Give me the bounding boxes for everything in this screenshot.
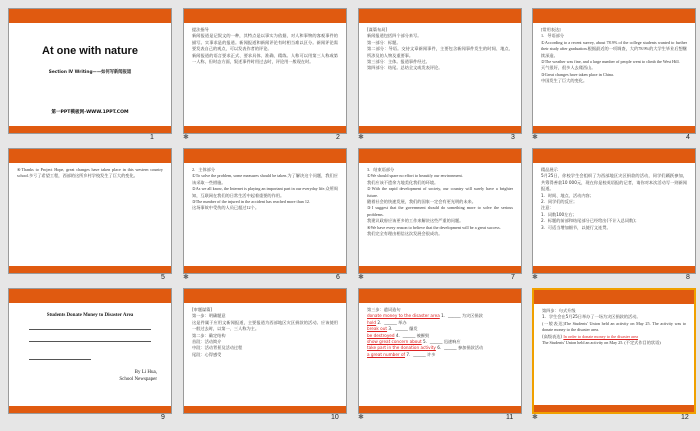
slide-text-line: 新闻报道的语言要求正式、要求具体、准确、精练。人称可以用第三人称或第一人称，但时态方面，叙述事件时用过去时，评论用一般现在时。 xyxy=(192,52,338,65)
slide-text-line: 第四步：句式升级 xyxy=(542,308,576,313)
slide-text-line: 2．标题的前部和结尾部分已经给出(不计入总词数)； xyxy=(541,218,640,224)
slide-footer-bar xyxy=(533,126,695,133)
slide-text-line: 2．主体部分 xyxy=(192,167,216,172)
slide-number: 2 xyxy=(336,134,340,141)
slide-text-line: ①According to a recent survey, about 78.9% of the college students wanted to further their study after graduation.根据最近的一项调查，大约78.9%的大学生毕业后想继续深造。 xyxy=(541,39,687,58)
slide-text-line: 1．词数100左右； xyxy=(541,211,577,217)
slide-text-line: 3．结束语部分 xyxy=(367,167,395,172)
slide-text-line: 6．______ 参加捐款活动 xyxy=(437,345,484,351)
slide-header-bar xyxy=(9,9,171,23)
slide-footer-bar xyxy=(9,406,171,413)
slide-text-line: [审题谋篇] xyxy=(192,307,213,312)
slide-header-bar xyxy=(184,289,346,303)
slide-header-bar xyxy=(184,9,346,23)
slide-title: At one with nature xyxy=(42,45,138,57)
slide-body xyxy=(17,167,163,263)
answer-text: show great concern about xyxy=(367,339,422,345)
byline xyxy=(119,369,157,383)
slide-text-line: 新闻报道包括四个部分来写。 xyxy=(367,33,422,39)
answer-text: In order to donate money to the disaster area xyxy=(563,333,639,339)
animation-star-icon: ✱ xyxy=(532,413,538,421)
byline-organization: School Newspaper xyxy=(119,377,157,382)
slide-text-line: 7．______ 许多 xyxy=(406,351,436,357)
slide-number: 7 xyxy=(511,274,515,281)
slide-text-line: ④We have every reason to believe that the development will be a great success. xyxy=(367,224,501,230)
slide-text-line: 3．______ 爆发 xyxy=(388,326,418,332)
slide-footer: 第一PPT模板网-WWW.1PPT.COM xyxy=(51,110,129,115)
slide-text-line: [谋篇布局] xyxy=(367,27,388,32)
slide-body xyxy=(192,307,338,403)
slide-text-line: 1．时间、地点、活动内容； xyxy=(541,192,594,198)
slide-text-line: 2．同学们的反应； xyxy=(541,199,578,205)
slide-footer-bar xyxy=(184,406,346,413)
slide-text-line: 第二步：确定结构 xyxy=(192,332,226,338)
slide-header-bar xyxy=(533,149,695,163)
slide-footer-bar xyxy=(9,126,171,133)
slide-header-bar xyxy=(359,149,521,163)
slide-text-line: 第一部分：标题。 xyxy=(367,39,401,45)
slide-text-line: 2．______ 举办 xyxy=(377,319,407,325)
news-headline: Students Donate Money to Disaster Area xyxy=(46,313,134,318)
slide-body xyxy=(367,307,513,403)
slide-text-line: 1．学生会在5月25日举办了一场为灾区捐款的活动。 xyxy=(542,314,641,320)
slide-text-line: (高级表达) xyxy=(542,333,563,339)
slide-header-bar xyxy=(9,149,171,163)
slide-number: 1 xyxy=(150,134,154,141)
slide-thumbnail-10[interactable] xyxy=(183,288,347,414)
slide-body xyxy=(367,167,513,263)
slide-thumbnail-1[interactable] xyxy=(8,8,172,134)
slide-body xyxy=(541,167,687,263)
slide-text-line: 第一步：明确题意 xyxy=(192,313,226,319)
slide-text-line: 精品展示 xyxy=(541,167,558,172)
slide-text-line: 我建议政府应该更多的工作来解决这些严重的问题。 xyxy=(367,218,464,224)
slide-footer-bar xyxy=(359,406,521,413)
slide-header-bar xyxy=(534,290,694,304)
slide-subtitle: Section Ⅳ Writing——如何写新闻报道 xyxy=(48,70,132,75)
slide-text-line: 注意： xyxy=(541,205,554,211)
slide-text-line: 提法指导 xyxy=(192,27,209,32)
slide-text-line: ①To solve the problem, some measures should be taken.为了解决这个问题，我们应该采取一些措施。 xyxy=(192,173,338,185)
slide-text-line: 5月25日，你校学生会组织了为西部地区灾区捐款的活动，同学们踊跃参加，共筹得善款10 000元，现在你是校英语报的记者，请你对本次活动写一则新闻报道。 xyxy=(541,173,687,192)
slide-number: 6 xyxy=(336,274,340,281)
answer-text: be destroyed xyxy=(367,332,395,338)
slide-text-line: 这是件属于应用文新闻报道，主要报道为西部地区灾区捐款的活动。应该使用一般过去时，以第一、三人称为主。 xyxy=(192,319,338,332)
slide-body xyxy=(541,27,687,123)
answer-text: a great number of xyxy=(367,351,406,357)
slide-footer-bar xyxy=(534,405,694,412)
slide-text-line: 首段：活动简介 xyxy=(192,339,222,345)
animation-star-icon: ✱ xyxy=(358,133,364,141)
slide-footer-bar xyxy=(359,266,521,273)
slide-text-line: 我们应该不遗余力地美化我们的环境。 xyxy=(367,179,439,185)
slide-text-line: 中国发生了巨大的变化。 xyxy=(541,78,588,84)
slide-header-bar xyxy=(359,289,521,303)
slide-thumbnail-8[interactable] xyxy=(532,148,696,274)
slide-number: 3 xyxy=(511,134,515,141)
slide-thumbnail-11[interactable] xyxy=(358,288,522,414)
animation-star-icon: ✱ xyxy=(183,273,189,281)
slide-thumbnail-9[interactable] xyxy=(8,288,172,414)
slide-text-line xyxy=(367,352,513,358)
slide-text-line: 我们完全有理由相信这次发展会很成功。 xyxy=(367,231,443,237)
slide-text-line: 1．______ 为灾区捐款 xyxy=(441,313,483,319)
slide-thumbnail-7[interactable] xyxy=(358,148,522,274)
slide-number: 11 xyxy=(506,414,514,421)
slide-text-line: ④Thanks to Project Hope, great changes have taken place in this western country school.多亏了希望工程，西部的这所乡村学校发生了巨大的变化。 xyxy=(17,167,163,179)
animation-star-icon: ✱ xyxy=(358,413,364,421)
slide-text-line: 第三步：遣词造句 xyxy=(367,307,401,312)
slide-body xyxy=(192,27,338,123)
slide-number: 9 xyxy=(161,414,165,421)
slide-number: 12 xyxy=(681,414,689,421)
slide-footer-bar xyxy=(9,266,171,273)
slide-text-line: 随着社会的快速发展，我们的国家一定会有更光明的未来。 xyxy=(367,199,476,205)
slide-text-line: ②With the rapid development of society, our country will surely have a brighter future. xyxy=(367,186,513,198)
blank-line xyxy=(29,329,151,330)
slide-text-line: (一般表达)The Students' Union held an activity on May 25. The activity was to donate money to the disaster area. xyxy=(542,320,686,333)
slide-thumbnail-3[interactable] xyxy=(358,8,522,134)
animation-star-icon: ✱ xyxy=(532,273,538,281)
blank-line xyxy=(29,341,151,342)
slide-text-line: 4．______ 被摧毁 xyxy=(395,332,430,338)
slide-text-line: ②As we all know, the Internet is playing an important part in our everyday life.众所周知，互联网在我们的日常生活中起着重要的作用。 xyxy=(192,186,338,198)
slide-number: 4 xyxy=(686,134,690,141)
slide-header-bar xyxy=(533,9,695,23)
animation-star-icon: ✱ xyxy=(183,133,189,141)
slide-text-line: ③Great changes have taken place in China. xyxy=(541,71,614,77)
slide-text-line: ①We should spare no effort to beautify our environment. xyxy=(367,173,463,179)
slide-body xyxy=(192,167,338,263)
answer-text: hold xyxy=(367,319,377,325)
slide-thumbnail-2[interactable] xyxy=(183,8,347,134)
slide-footer-bar xyxy=(359,126,521,133)
animation-star-icon: ✱ xyxy=(532,133,538,141)
slide-text-line: 尾段：心得感受 xyxy=(192,351,222,357)
slide-body xyxy=(542,308,686,402)
slide-body xyxy=(367,27,513,123)
slide-text-line: [常用表达] xyxy=(541,27,561,32)
slide-text-line: 天气很好，很多人去爬西山。 xyxy=(541,65,596,71)
slide-number: 5 xyxy=(161,274,165,281)
slide-text-line: 5．______ 迅速响应 xyxy=(423,339,461,345)
slide-text-line: 第三部分：主体。报道事件经过。 xyxy=(367,59,430,65)
answer-text: take part in the donation activity xyxy=(367,345,436,351)
answer-text: donate money to the disaster area xyxy=(367,313,440,319)
slide-text-line: ③I suggest that the government should do something more to solve the serious problems. xyxy=(367,205,513,217)
answer-text: break out xyxy=(367,326,388,332)
slide-thumbnail-5[interactable] xyxy=(8,148,172,274)
slide-text-line: ②The weather was fine, and a large number of people went to climb the West Hill. xyxy=(541,59,680,65)
animation-star-icon: ✱ xyxy=(358,273,364,281)
slide-text-line: 3．可适当增加细节，以使行文连贯。 xyxy=(541,224,611,230)
slide-header-bar xyxy=(359,9,521,23)
slide-text-line: The Students' Union held an activity on May 25. (不定式作目的状语) xyxy=(542,340,661,346)
slide-number: 8 xyxy=(686,274,690,281)
slide-thumbnail-6[interactable] xyxy=(183,148,347,274)
slide-thumbnail-4[interactable] xyxy=(532,8,696,134)
slide-text-line: 这场事故中受伤的人员已超过12个。 xyxy=(192,205,260,211)
slide-footer-bar xyxy=(184,126,346,133)
slide-footer-bar xyxy=(184,266,346,273)
slide-text-line: 1．导语部分 xyxy=(541,33,565,39)
blank-line xyxy=(29,359,91,360)
slide-text-line: 第四部分：结尾。总结全文或发表评论。 xyxy=(367,65,443,71)
slide-text-line: ③The number of the injured in the accident has reached more than 12. xyxy=(192,199,311,205)
slide-footer-bar xyxy=(533,266,695,273)
slide-text-line: 第二部分：导语。交待文章新闻事件，主要包含新闻事件发生的时间、地点、所涉及的人物及重要事。 xyxy=(367,46,513,58)
slide-header-bar xyxy=(184,149,346,163)
slide-text-line: 中段：活动背景及活动过程 xyxy=(192,345,243,351)
slide-header-bar xyxy=(9,289,171,303)
slide-number: 10 xyxy=(331,414,339,421)
slide-thumbnail-12[interactable] xyxy=(532,288,696,414)
slide-text-line: 新闻报道是记叙文的一种，其特点是以事实为依据，对人和事物的客观事件的描写。实事求是的报道。新闻报道和新闻评论有时相当难以区分。新闻评论需要发表自己的观点，可以发表作者的评论。 xyxy=(192,33,338,52)
byline-author: By Li Hua, xyxy=(134,370,157,375)
